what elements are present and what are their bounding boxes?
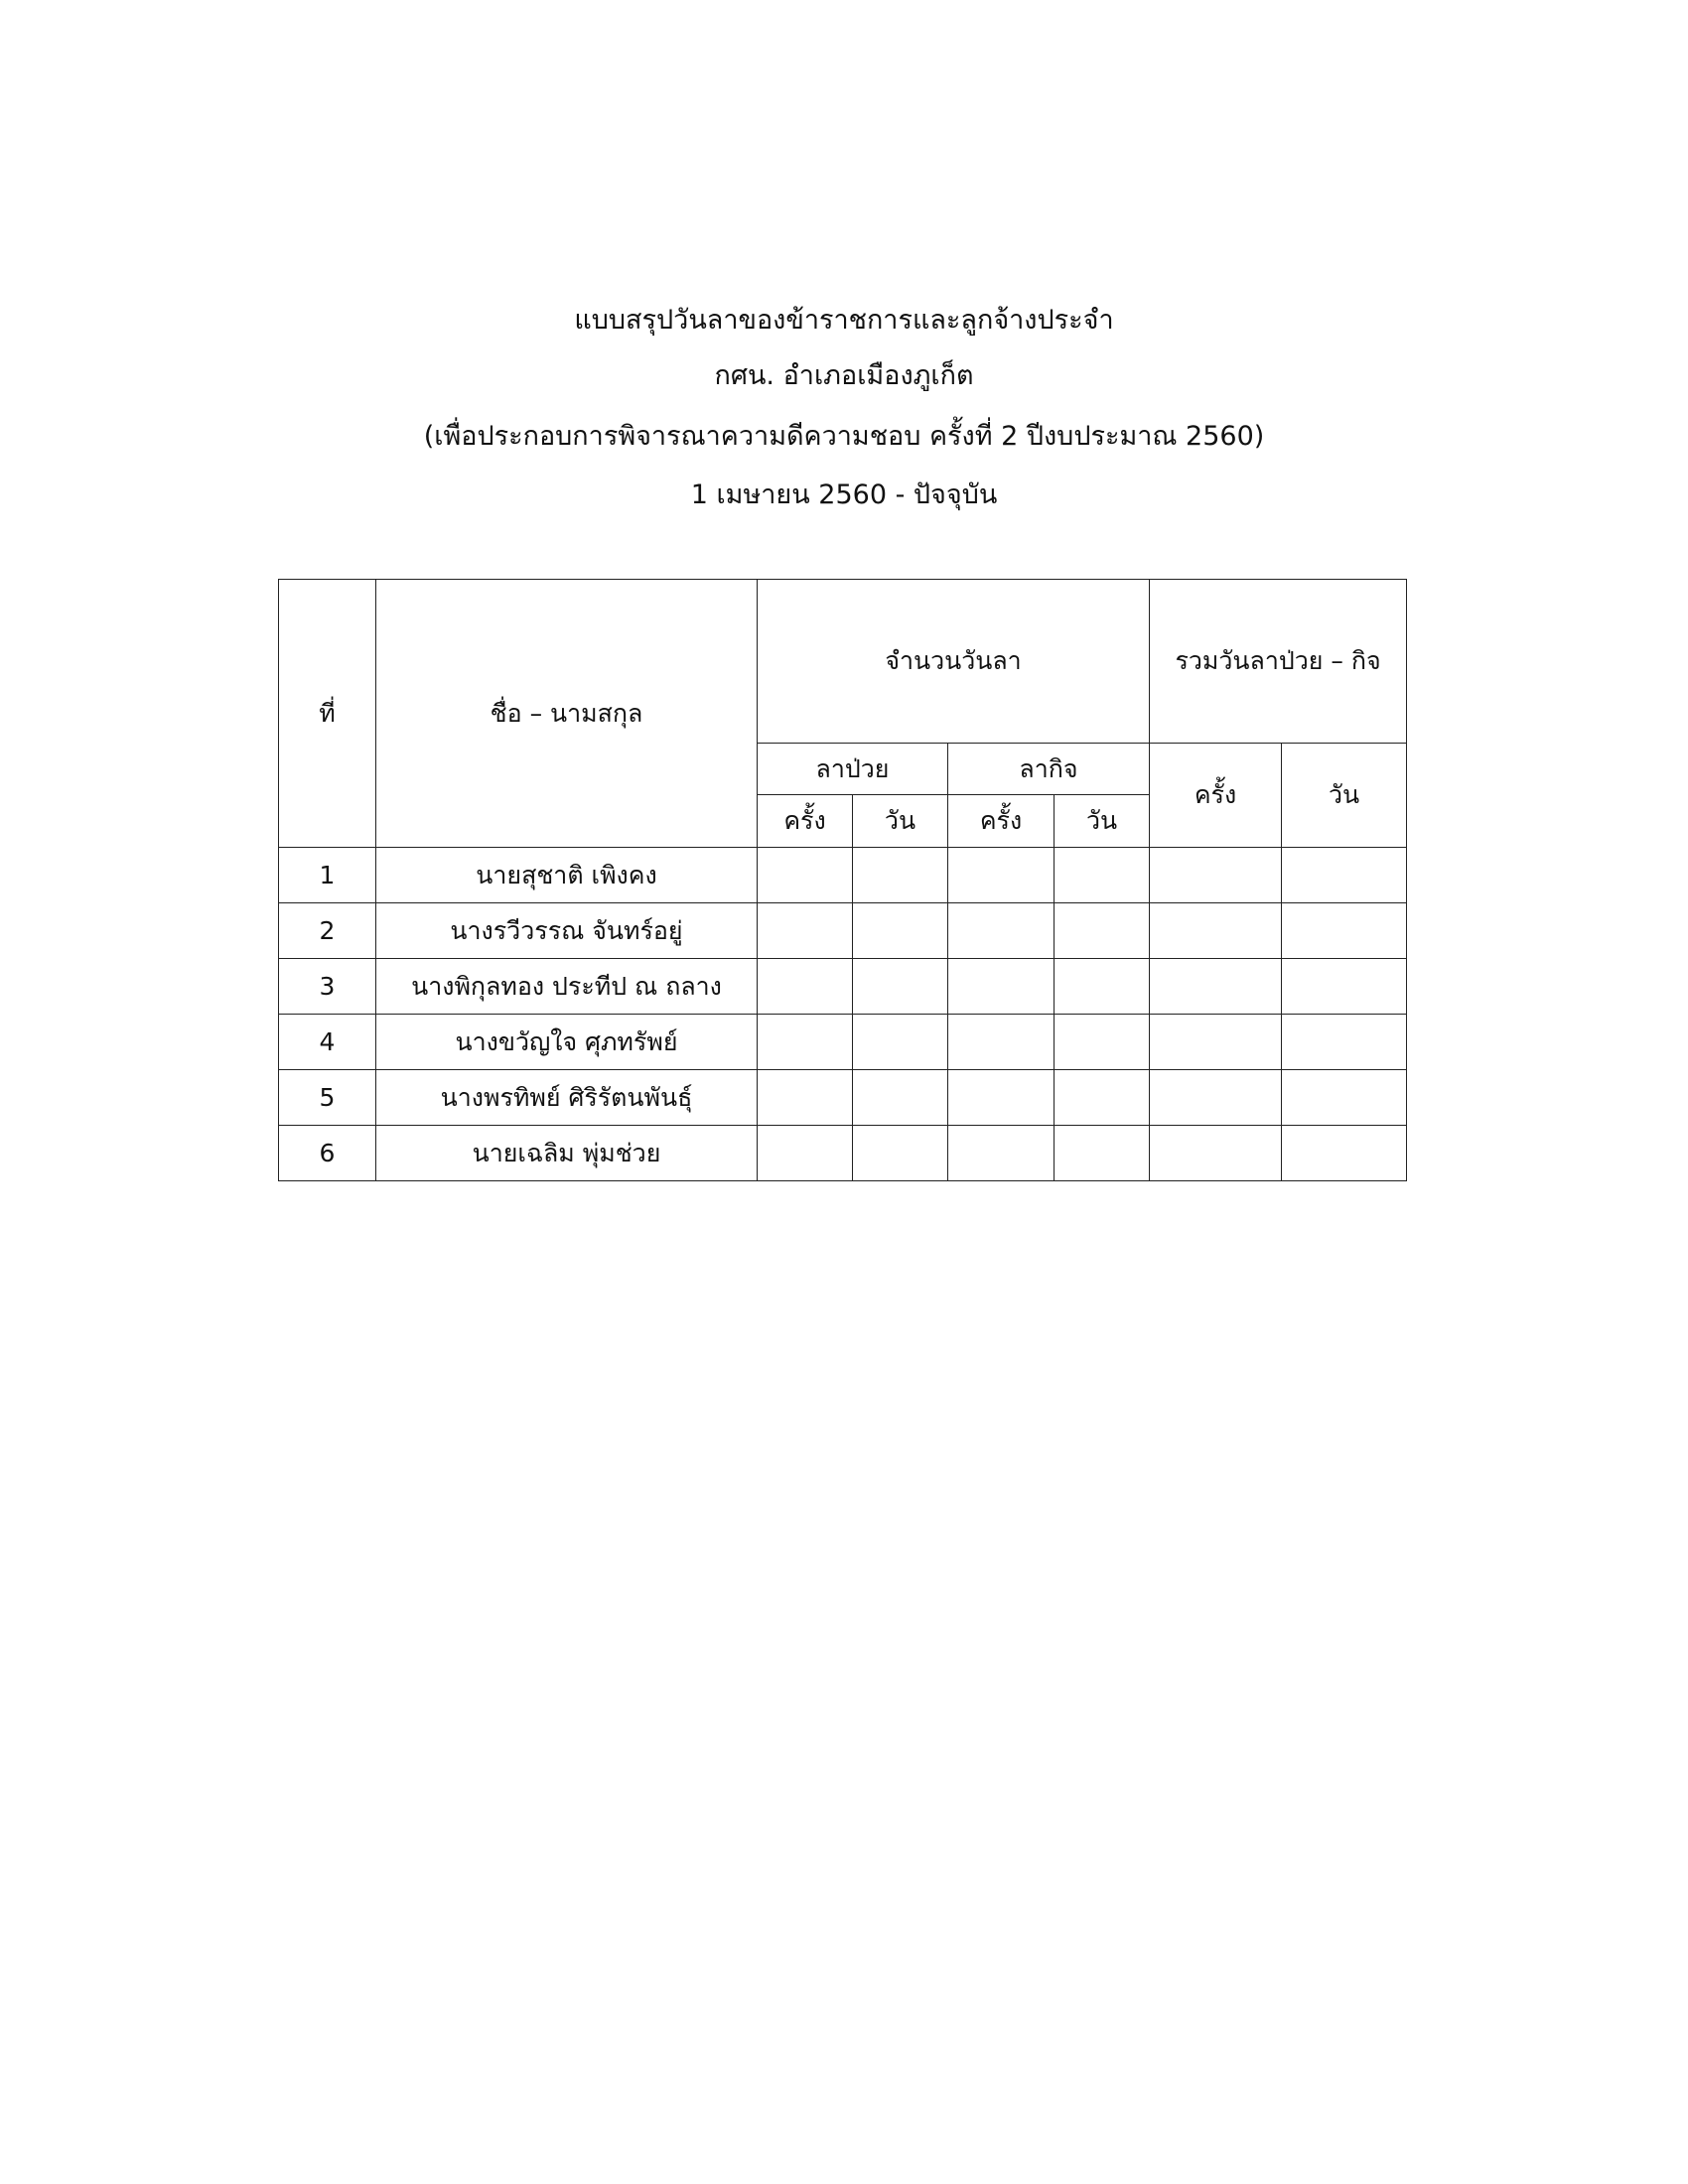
sick-times-cell [758, 848, 853, 903]
table-row [279, 1126, 1407, 1181]
personal-days-cell [1055, 959, 1150, 1015]
row-number: 1 [279, 848, 376, 903]
sick-times-cell [758, 1070, 853, 1126]
sick-times-cell [758, 1015, 853, 1070]
employee-name: นางขวัญใจ ศุภทรัพย์ [376, 1015, 758, 1070]
date-range: 1 เมษายน 2560 - ปัจจุบัน [690, 479, 998, 510]
row-number: 6 [279, 1126, 376, 1181]
personal-times-cell [948, 959, 1055, 1015]
total-times-cell [1150, 1015, 1282, 1070]
total-days-cell [1282, 848, 1407, 903]
header-sick-days: วัน [853, 795, 948, 848]
header-personal-leave: ลากิจ [948, 744, 1150, 795]
row-number: 5 [279, 1070, 376, 1126]
sick-days-cell [853, 903, 948, 959]
header-leave-days: จำนวนวันลา [758, 580, 1150, 744]
sick-times-cell [758, 1126, 853, 1181]
document-title: แบบสรุปวันลาของข้าราชการและลูกจ้างประจำ [574, 305, 1114, 336]
personal-times-cell [948, 1070, 1055, 1126]
header-total: รวมวันลาป่วย – กิจ [1150, 580, 1407, 744]
total-days-cell [1282, 959, 1407, 1015]
sick-days-cell [853, 848, 948, 903]
personal-days-cell [1055, 848, 1150, 903]
header-total-times: ครั้ง [1150, 744, 1282, 848]
row-number: 3 [279, 959, 376, 1015]
employee-name: นางพิกุลทอง ประทีป ณ ถลาง [376, 959, 758, 1015]
document-purpose: (เพื่อประกอบการพิจารณาความดีความชอบ ครั้งที่ 2 ปีงบประมาณ 2560) [423, 421, 1265, 452]
total-times-cell [1150, 1126, 1282, 1181]
header-sick-times: ครั้ง [758, 795, 853, 848]
employee-name: นางพรทิพย์ ศิริรัตนพันธุ์ [376, 1070, 758, 1126]
total-times-cell [1150, 848, 1282, 903]
office-name: กศน. อำเภอเมืองภูเก็ต [714, 360, 974, 391]
table-row [279, 1015, 1407, 1070]
sick-days-cell [853, 959, 948, 1015]
personal-days-cell [1055, 903, 1150, 959]
header-personal-times: ครั้ง [948, 795, 1055, 848]
total-days-cell [1282, 1070, 1407, 1126]
row-number: 4 [279, 1015, 376, 1070]
employee-name: นายเฉลิม พุ่มช่วย [376, 1126, 758, 1181]
header-personal-days: วัน [1055, 795, 1150, 848]
sick-times-cell [758, 903, 853, 959]
personal-days-cell [1055, 1015, 1150, 1070]
personal-days-cell [1055, 1070, 1150, 1126]
row-number: 2 [279, 903, 376, 959]
table-row [279, 1070, 1407, 1126]
total-days-cell [1282, 903, 1407, 959]
table-row [279, 848, 1407, 903]
employee-name: นายสุชาติ เพิงคง [376, 848, 758, 903]
total-days-cell [1282, 1015, 1407, 1070]
sick-days-cell [853, 1070, 948, 1126]
sick-days-cell [853, 1015, 948, 1070]
header-name: ชื่อ – นามสกุล [376, 580, 758, 848]
personal-times-cell [948, 1126, 1055, 1181]
personal-days-cell [1055, 1126, 1150, 1181]
total-times-cell [1150, 959, 1282, 1015]
total-times-cell [1150, 903, 1282, 959]
sick-days-cell [853, 1126, 948, 1181]
header-sick-leave: ลาป่วย [758, 744, 948, 795]
employee-name: นางรวีวรรณ จันทร์อยู่ [376, 903, 758, 959]
leave-summary-table [278, 579, 1407, 1181]
table-row [279, 903, 1407, 959]
header-no: ที่ [279, 580, 376, 848]
personal-times-cell [948, 903, 1055, 959]
sick-times-cell [758, 959, 853, 1015]
personal-times-cell [948, 848, 1055, 903]
total-days-cell [1282, 1126, 1407, 1181]
total-times-cell [1150, 1070, 1282, 1126]
personal-times-cell [948, 1015, 1055, 1070]
table-row [279, 959, 1407, 1015]
header-total-days: วัน [1282, 744, 1407, 848]
